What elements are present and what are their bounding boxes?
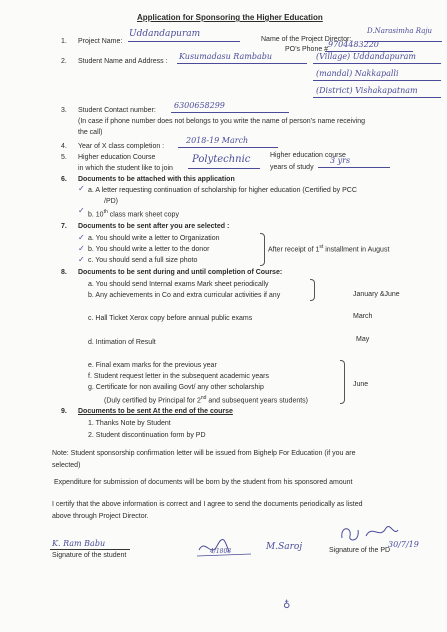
pd-signature-date: 30/7/19 [388, 540, 419, 549]
project-name-underline [128, 41, 240, 42]
address-district-underline [313, 97, 441, 98]
middle-signature: M.Saroj [266, 542, 303, 552]
student-signature-line [50, 549, 130, 550]
checkmark-icon: ✓ [78, 206, 85, 215]
item-number-1: 1. [61, 38, 67, 45]
year-label: Year of X class completion : [78, 143, 165, 150]
address-district: (District) Vishakapatnam [316, 86, 418, 95]
item-number-9: 9. [61, 408, 67, 415]
note-text-cont: selected) [52, 462, 81, 469]
contact-note-cont: the call) [78, 129, 103, 136]
checkmark-icon: ✓ [78, 255, 85, 264]
item-number-2: 2. [61, 58, 67, 65]
contact-label: Student Contact number: [78, 107, 156, 114]
item-number-7: 7. [61, 223, 67, 230]
po-phone-label: PO’s Phone # [285, 46, 329, 53]
contact-value: 6300658299 [174, 101, 225, 110]
student-name-value: Kusumadasu Rambabu [179, 52, 272, 61]
section-6-title: Documents to be attached with this application [78, 176, 235, 183]
address-village-underline [313, 63, 441, 64]
project-director-label: Name of the Project Director: [261, 36, 352, 43]
section-7-item-c: c. You should send a full size photo [88, 257, 198, 264]
item-number-8: 8. [61, 269, 67, 276]
section-8-item-g: g. Certificate for non availing Govt/ any other scholarship [88, 384, 264, 391]
address-mandal: (mandal) Nakkapalli [316, 69, 399, 78]
section-8-efg-timing: June [353, 381, 369, 388]
ink-mark-icon: ♁ [283, 600, 291, 611]
checkmark-icon: ✓ [78, 233, 85, 242]
section-6-item-a-cont: /PD) [104, 198, 118, 205]
section-8-item-e: e. Final exam marks for the previous year [88, 362, 217, 369]
student-name-underline [177, 63, 307, 64]
section-6-item-a: a. A letter requesting continuation of scholarship for higher education (Certified by PCC [88, 187, 357, 194]
contact-note: (In case if phone number does not belongs to you write the name of person’s name receiving [78, 118, 366, 125]
course-label: Higher education Course [78, 154, 156, 161]
section-7-item-a: a. You should write a letter to Organization [88, 235, 220, 242]
course-underline [188, 168, 260, 169]
note-text: Note: Student sponsorship confirmation letter will be issued from Bighelp For Education (if you are [52, 450, 356, 457]
student-signature-label: Signature of the student [52, 552, 127, 559]
item-number-6: 6. [61, 176, 67, 183]
section-8-item-g-cont: (Duly certified by Principal for 2nd and subsequent years students) [104, 395, 309, 405]
student-signature: K. Ram Babu [52, 539, 106, 548]
year-underline [178, 147, 278, 148]
section-8-brace-efg [340, 360, 345, 404]
certification-text: I certify that the above information is correct and I agree to send the documents periodically as listed [52, 501, 363, 508]
project-director-value: D.Narasimha Raju [367, 27, 433, 35]
section-7-title: Documents to be sent after you are selected : [78, 223, 230, 230]
pd-signature-label: Signature of the PD [329, 547, 391, 554]
year-value: 2018-19 March [186, 136, 249, 145]
course-years-label-cont: years of study [270, 164, 314, 171]
student-name-label: Student Name and Address : [78, 58, 168, 65]
section-8-item-d: d. Intimation of Result [88, 339, 156, 346]
project-name-value: Uddandapuram [129, 29, 201, 39]
address-mandal-underline [313, 80, 441, 81]
po-phone-value: 9704483220 [328, 40, 379, 49]
section-8-item-b: b. Any achievements in Co and extra curricular activities if any [88, 292, 281, 299]
course-years-value: 3 yrs [330, 156, 351, 165]
expenditure-text: Expenditure for submission of documents will be born by the student from his sponsored amount [54, 479, 353, 486]
section-7-item-b: b. You should write a letter to the donor [88, 246, 210, 253]
stamp-text: 4/1808 [210, 548, 232, 555]
course-label-cont: in which the student like to join [78, 165, 173, 172]
section-8-item-a: a. You should send Internal exams Mark sheet periodically [88, 281, 269, 288]
section-7-brace [260, 233, 265, 266]
checkmark-icon: ✓ [78, 184, 85, 193]
section-8-c-timing: March [353, 313, 373, 320]
form-title: Application for Sponsoring the Higher Education [137, 13, 323, 22]
section-8-brace-ab [310, 279, 315, 301]
section-9-item-2: 2. Student discontinuation form by PD [88, 432, 206, 439]
section-9-title: Documents to be sent At the end of the course [78, 408, 233, 415]
section-8-ab-timing: January &June [353, 291, 400, 298]
project-name-label: Project Name: [78, 38, 123, 45]
section-8-item-c: c. Hall Ticket Xerox copy before annual public exams [88, 315, 253, 322]
item-number-3: 3. [61, 107, 67, 114]
certification-text-cont: above through Project Director. [52, 513, 149, 520]
contact-underline [171, 112, 289, 113]
item-number-4: 4. [61, 143, 67, 150]
section-8-d-timing: May [356, 336, 370, 343]
section-7-after-note: After receipt of 1st installment in August [268, 244, 390, 254]
course-years-label: Higher education course [270, 152, 346, 159]
address-village: (Village) Uddandapuram [316, 52, 416, 61]
item-number-5: 5. [61, 154, 67, 161]
section-6-item-b: b. 10th class mark sheet copy [88, 209, 179, 219]
section-9-item-1: 1. Thanks Note by Student [88, 420, 171, 427]
checkmark-icon: ✓ [78, 244, 85, 253]
section-8-title: Documents to be sent during and until completion of Course: [78, 269, 283, 276]
course-value: Polytechnic [192, 154, 251, 165]
course-years-underline [318, 167, 390, 168]
section-8-item-f: f. Student request letter in the subsequent academic years [88, 373, 269, 380]
